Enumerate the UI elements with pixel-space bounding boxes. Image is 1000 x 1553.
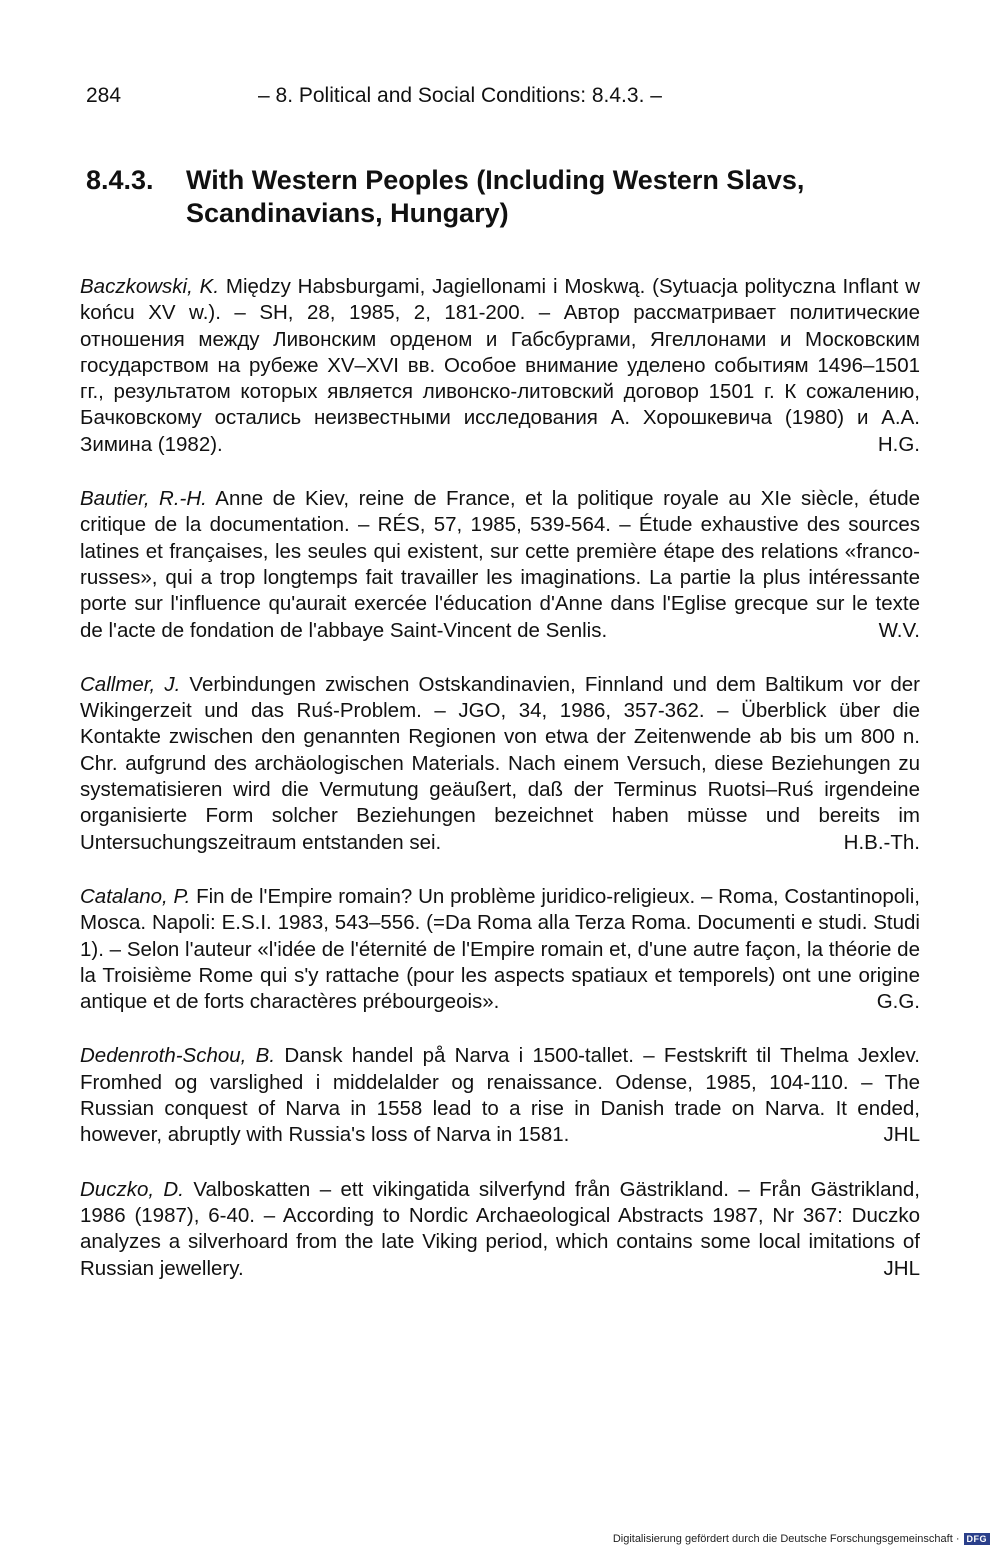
reviewer-initials: JHL — [883, 1256, 920, 1280]
entry-author: Bautier, R.-H. — [80, 487, 207, 511]
bibliography-entry — [80, 884, 920, 1015]
reviewer-initials: JHL — [883, 1123, 920, 1147]
digitization-footer — [613, 1533, 990, 1545]
bibliography-entry — [80, 1043, 920, 1148]
running-head: – 8. Political and Social Conditions: 8.4.3. – — [258, 84, 662, 107]
bibliography-entry — [80, 274, 920, 458]
section-title: With Western Peoples (Including Western Slavs, Scandinavians, Hungary) — [186, 165, 805, 228]
page-number: 284 — [86, 84, 122, 107]
dfg-logo: DFG — [964, 1533, 991, 1545]
entry-body: Dansk handel på Narva i 1500-tallet. – Festskrift til Thelma Jexlev. Fromhed og varslighed i middelalder og renaissance. Odense, 1985, 104-110. – The Russian conquest of Narva in 1558 lead to a rise in Danish trade on Narva. It ended, however, abruptly with Russia's loss of Narva in 1581. — [80, 1044, 920, 1147]
page-header — [86, 84, 922, 116]
entry-body: Fin de l'Empire romain? Un problème juridico-religieux. – Roma, Costantinopoli, Mosca. Napoli: E.S.I. 1983, 543–556. (=Da Roma alla Terza Roma. Documenti e studi. Studi 1). – Selon l'auteur «l'idée de l'éternité de l'Empire romain et, d'une autre façon, la théorie de la Troisième Rome qui s'y rattache (pour les aspects spatiaux et temporels) ont une origine antique et de forts charactères prébourgeois». — [80, 884, 920, 1014]
bibliography-entry — [80, 486, 920, 644]
entry-body: Valboskatten – ett vikingatida silverfynd från Gästrikland. – Från Gästrikland, 1986 (1987), 6-40. – According to Nordic Archaeological Abstracts 1987, Nr 367: Duczko analyzes a silverhoard from the late Viking period, which contains some local imitations of Russian jewellery. — [80, 1177, 921, 1280]
entry-author: Baczkowski, K. — [80, 275, 220, 298]
entry-author: Callmer, J. — [80, 672, 181, 696]
reviewer-initials: H.B.-Th. — [843, 830, 920, 854]
entry-body: Anne de Kiev, reine de France, et la politique royale au XIe siècle, étude critique de la documentation. – RÉS, 57, 1985, 539-564. – Étude exhaustive des sources latines et françaises, les seules qui existent, sur cette première étape des relations «franco-russes», qui a trop longtemps fait travailler les imaginations. La partie la plus intéressante porte sur l'influence qu'aurait exercée l'éducation d'Anne dans l'Eglise grecque sur le texte de l'acte de fondation de l'abbaye Saint-Vincent de Senlis. — [80, 487, 920, 642]
bibliography-entries — [80, 274, 920, 1310]
entry-body: Między Habsburgami, Jagiellonami i Moskwą. (Sytuacja polityczna Inflant w końcu XV w.). – SH, 28, 1985, 2, 181-200. – Автор рассматривает политические отношения между Ливонским орденом и Габсбургами, Ягеллонами и Московским государством на рубеже XV–XVI вв. Особое внимание уделено событиям 1496–1501 гг., результатом которых является ливонско-литовский договор 1501 г. К сожалению, Бачковскому остались неизвестными исследования А. Хорошкевича (1980) и А.А. Зимина (1982). — [80, 275, 920, 456]
entry-author: Dedenroth-Schou, B. — [80, 1044, 276, 1068]
reviewer-initials: H.G. — [877, 432, 920, 456]
reviewer-initials: G.G. — [876, 990, 920, 1014]
entry-author: Duczko, D. — [80, 1177, 184, 1201]
entry-body: Verbindungen zwischen Ostskandinavien, Finnland und dem Baltikum vor der Wikingerzeit und das Ruś-Problem. – JGO, 34, 1986, 357-362. – Überblick über die Kontakte zwischen den genannten Regionen von etwa der Zeitenwende ab bis um 800 n. Chr. aufgrund des archäologischen Materials. Nach einem Versuch, diese Beziehungen zu systematisieren wird die Vermutung geäußert, daß der Terminus Ruotsi–Ruś irgendeine organisierte Form solcher Beziehungen bezeichnet haben müsse und bereits im Untersuchungszeitraum entstanden sei. — [80, 672, 920, 854]
bibliography-entry — [80, 672, 920, 856]
footer-text: Digitalisierung gefördert durch die Deutsche Forschungsgemeinschaft · — [612, 1533, 960, 1545]
reviewer-initials: W.V. — [878, 618, 920, 642]
entry-author: Catalano, P. — [80, 884, 191, 908]
section-number: 8.4.3. — [86, 165, 154, 195]
bibliography-entry — [80, 1177, 920, 1282]
